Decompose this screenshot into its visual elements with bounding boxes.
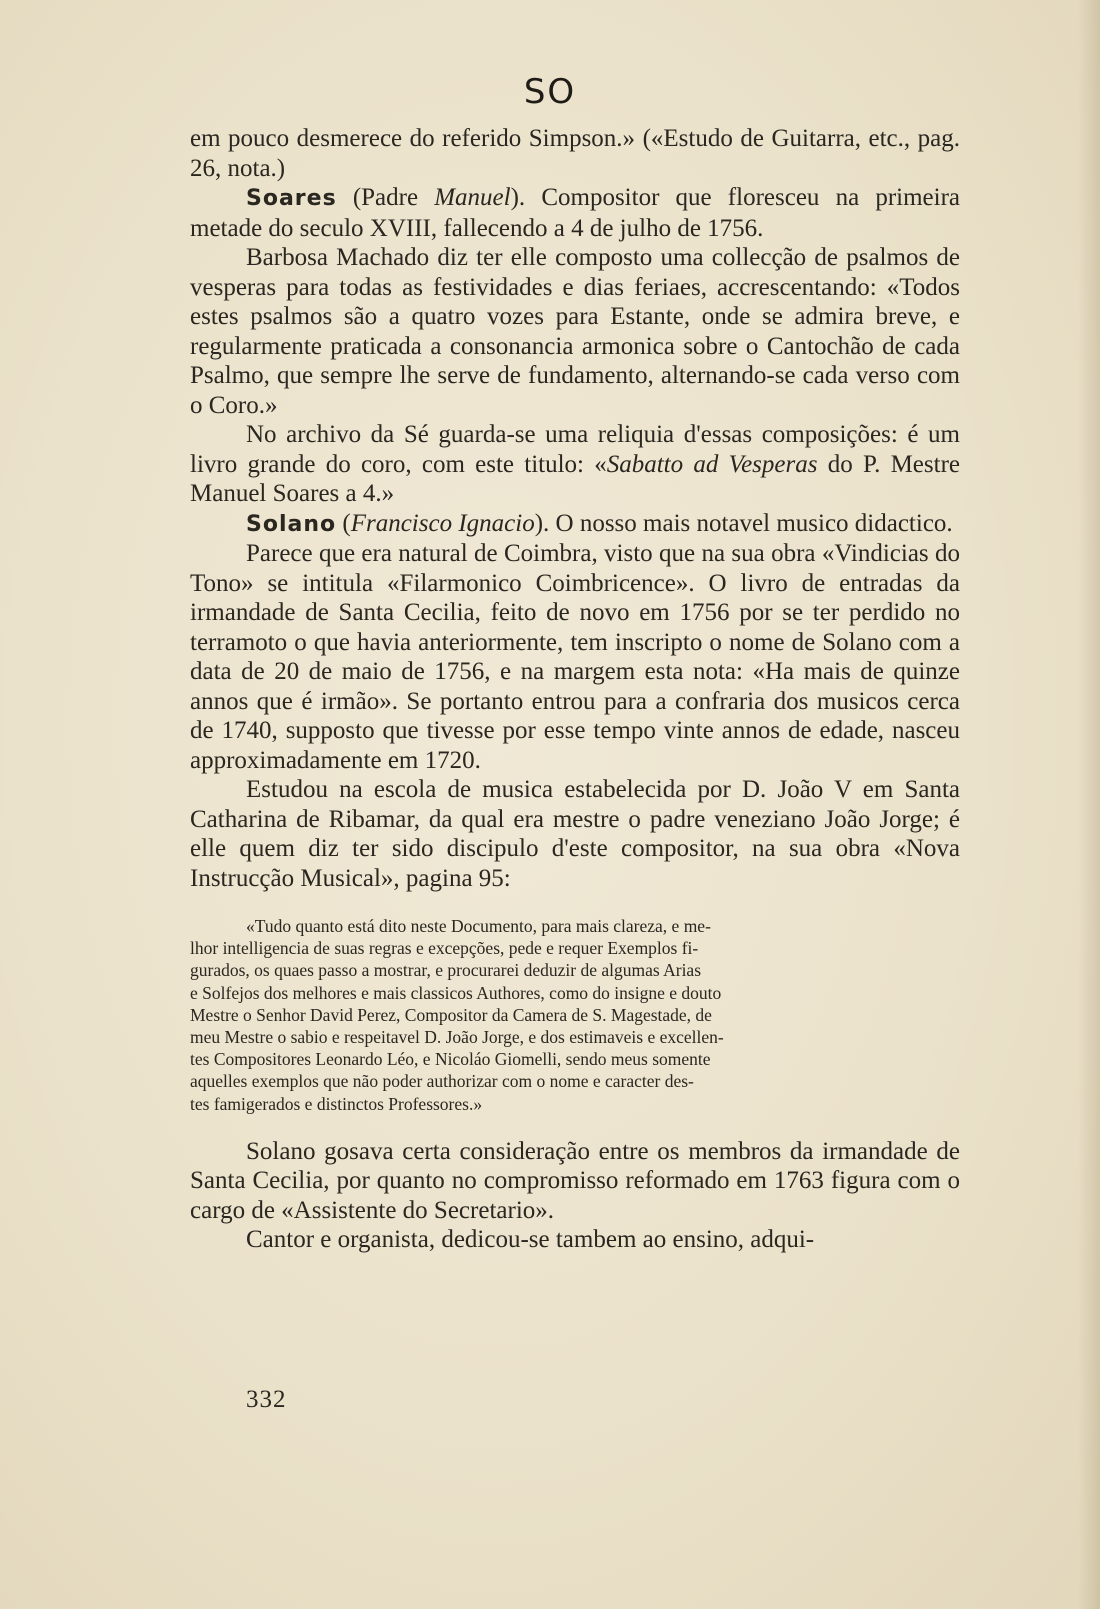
solano-open: (	[336, 509, 351, 537]
soares-open: (Padre	[336, 184, 435, 211]
paragraph-escola-musica: Estudou na escola de musica estabelecida por D. João V em Santa Catharina de Ribamar, da qual era mestre o padre veneziano João Jorge; é elle quem diz ter sido discipulo d'este compositor, na sua obra «Nova Instrucção Musical», pagina 95:	[190, 776, 960, 892]
running-head: SO	[523, 72, 577, 112]
entry-name-solano: Solano	[246, 511, 337, 537]
block-quotation	[190, 915, 960, 1115]
soares-given-name: Manuel	[434, 184, 511, 211]
paragraph-consideracao: Solano gosava certa consideração entre os membros da irmandade de Santa Cecilia, por quanto no compromisso reformado em 1763 figura com o cargo de «Assistente do Secretario».	[190, 1137, 960, 1224]
page-number: 332	[246, 1386, 287, 1413]
quote-line: e Solfejos dos melhores e mais classicos Authores, como do insigne e douto	[190, 982, 722, 1003]
quote-line: lhor intelligencia de suas regras e excepções, pede e requer Exemplos fi-	[190, 938, 699, 959]
paragraph-archivo-se	[190, 420, 960, 509]
page-edge-shadow	[1078, 0, 1100, 1609]
entry-name-soares: Soares	[246, 186, 337, 211]
quote-line: «Tudo quanto está dito neste Documento, para mais clareza, e me-	[246, 916, 711, 936]
quote-line: tes famigerados e distinctos Professores.»	[190, 1093, 483, 1114]
quote-line: aquelles exemplos que não poder authorizar com o nome e caracter des-	[190, 1071, 694, 1092]
paragraph-barbosa-machado: Barbosa Machado diz ter elle composto uma collecção de psalmos de vesperas para todas as festividades e dias feriaes, accrescentando: «Todos estes psalmos são a quatro vozes para Estante, onde se admira breve, e regularmente praticada a consonancia armonica sobre o Cantochão de cada Psalmo, que sempre lhe serve de fundamento, alternando-se cada verso com o Coro.»	[190, 244, 960, 419]
paragraph-simpson-continuation: em pouco desmerece do referido Simpson.» («Estudo de Guitarra, etc., pag. 26, nota.)	[190, 125, 960, 182]
paragraph-coimbra: Parece que era natural de Coimbra, visto que na sua obra «Vindicias do Tono» se intitula «Filarmonico Coimbricence». O livro de entradas da irmandade de Santa Cecilia, feito de novo em 1756 por se ter perdido no terramoto o que havia anteriormente, tem inscripto o nome de Solano com a data de 20 de maio de 1756, e na margem esta nota: «Ha mais de quinze annos que é irmão». Se portanto entrou para a confraria dos musicos cerca de 1740, supposto que tivesse por esse tempo vinte annos de edade, nasceu approximadamente em 1720.	[190, 540, 960, 774]
soares-description: ). Compositor que floresceu na primeira metade do seculo XVIII, fallecendo a 4 de julho de 1756.	[190, 184, 960, 242]
solano-given-name: Francisco Ignacio	[350, 509, 535, 537]
quote-line: meu Mestre o sabio e respeitavel D. João Jorge, e dos estimaveis e excellen-	[190, 1027, 724, 1048]
page-content	[190, 124, 960, 1255]
work-title-sabatto: Sabatto ad Vesperas	[606, 450, 818, 478]
solano-description: ). O nosso mais notavel musico didactico.	[534, 509, 953, 537]
entry-solano	[190, 509, 960, 540]
quote-line: tes Compositores Leonardo Léo, e Nicoláo Giomelli, sendo meus somente	[190, 1049, 711, 1070]
quote-line: gurados, os quaes passo a mostrar, e procurarei deduzir de algumas Arias	[190, 960, 702, 981]
quote-line: Mestre o Senhor David Perez, Compositor da Camera de S. Magestade, de	[190, 1004, 712, 1025]
archivo-text-start: No archivo da Sé guarda-se uma reliquia d'essas composições: é um livro grande do coro, com este titulo: «	[190, 421, 960, 478]
paragraph-cantor-organista: Cantor e organista, dedicou-se tambem ao ensino, adqui-	[246, 1226, 815, 1254]
archivo-text-end: do P. Mestre Manuel Soares a 4.»	[190, 450, 960, 507]
entry-soares	[190, 183, 960, 243]
